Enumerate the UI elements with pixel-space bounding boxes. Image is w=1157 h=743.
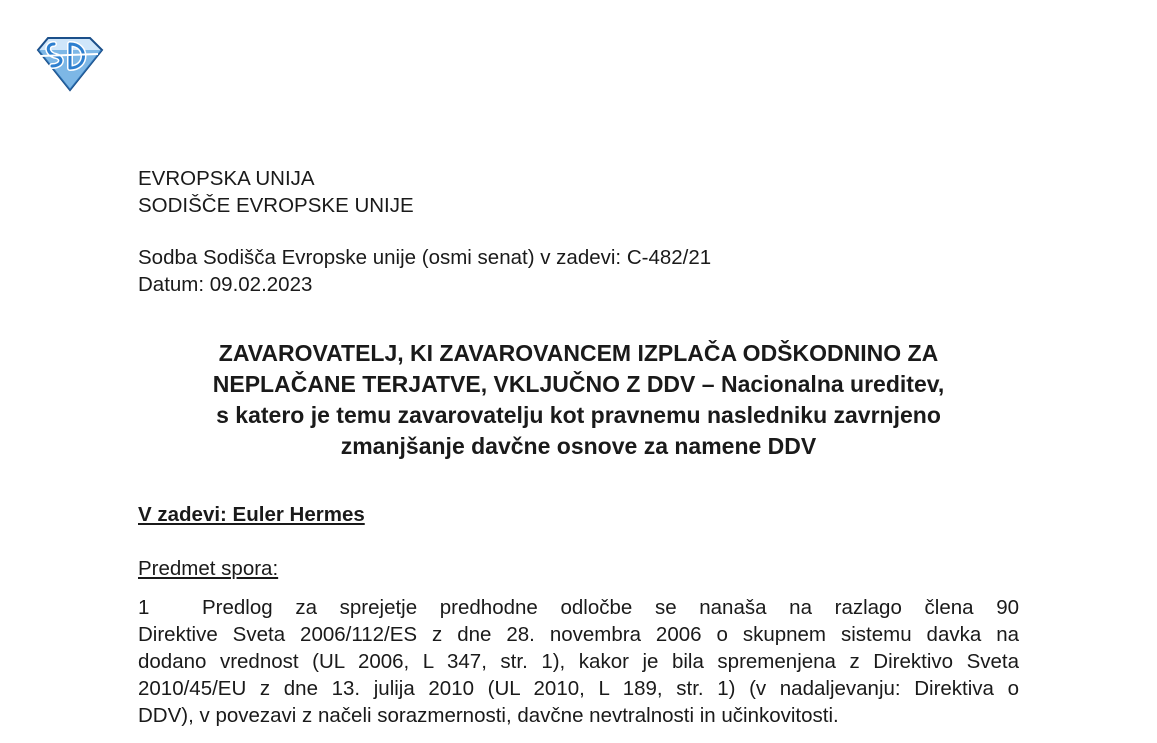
case-date: Datum: 09.02.2023 — [138, 273, 313, 296]
title-line-4: zmanjšanje davčne osnove za namene DDV — [340, 433, 817, 459]
paragraph-1-line-2: Direktive Sveta 2006/112/ES z dne 28. novembra 2006 o skupnem sistemu davka na — [138, 623, 1019, 646]
subject-heading: Predmet spora: — [138, 557, 279, 580]
diamond-logo-icon — [32, 36, 106, 92]
paragraph-1-line-3: dodano vrednost (UL 2006, L 347, str. 1), kakor je bila spremenjena z Direktivo Sveta — [138, 650, 1019, 673]
title-line-1: ZAVAROVATELJ, KI ZAVAROVANCEM IZPLAČA ODŠKODNINO ZA — [218, 340, 939, 366]
institution-line-1: EVROPSKA UNIJA — [138, 167, 315, 190]
case-reference: Sodba Sodišča Evropske unije (osmi senat) v zadevi: C-482/21 — [138, 246, 712, 269]
paragraph-1-line-5: DDV), v povezavi z načeli sorazmernosti, davčne nevtralnosti in učinkovitosti. — [138, 704, 839, 727]
title-line-3: s katero je temu zavarovatelju kot pravnemu nasledniku zavrnjeno — [216, 402, 941, 428]
title-line-2: NEPLAČANE TERJATVE, VKLJUČNO Z DDV – Nacionalna ureditev, — [212, 371, 945, 397]
paragraph-text: Predlog za sprejetje predhodne odločbe se nanaša na razlago člena 90 — [202, 596, 1019, 619]
paragraph-1-line-1 — [138, 594, 1019, 621]
institution-line-2: SODIŠČE EVROPSKE UNIJE — [138, 194, 414, 217]
paragraph-1-line-4: 2010/45/EU z dne 13. julija 2010 (UL 2010, L 189, str. 1) (v nadaljevanju: Direktiva o — [138, 677, 1019, 700]
party-heading: V zadevi: Euler Hermes — [138, 503, 365, 526]
paragraph-number: 1 — [138, 596, 150, 619]
